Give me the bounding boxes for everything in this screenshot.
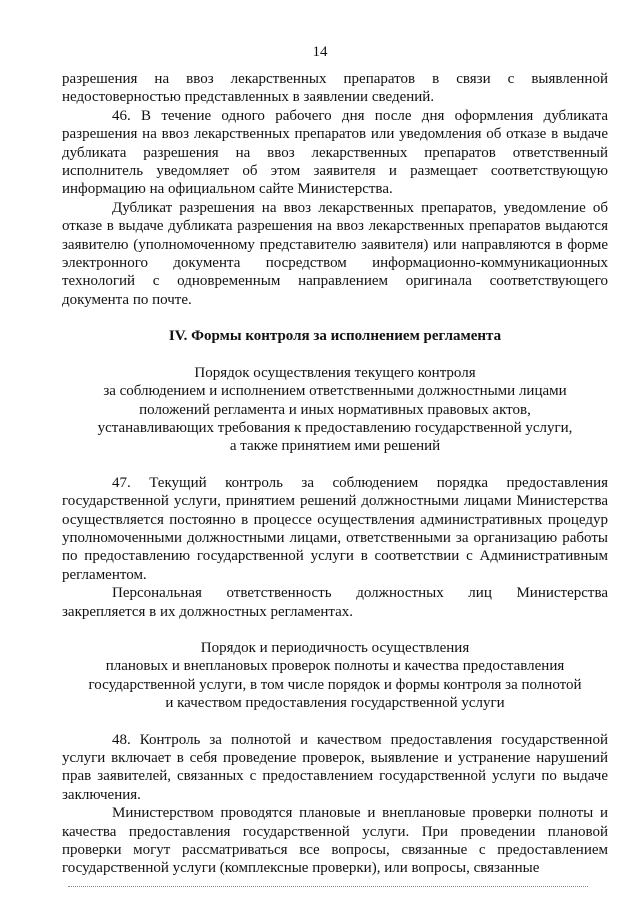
subheading-line: Порядок и периодичность осуществления xyxy=(200,639,470,656)
subheading-line: положений регламента и иных нормативных правовых актов, xyxy=(139,401,531,418)
subheading-line: плановых и внеплановых проверок полноты и качества предоставления xyxy=(105,658,565,675)
paragraph-inspections: Министерством проводятся плановые и внеплановые проверки полноты и качества предоставления государственной услуги. При проведении плановой проверки могут рассматриваться все вопросы, связанные с предоставлением государственной услуги (комплексные проверки), или вопросы, связанные xyxy=(62,805,608,877)
subheading-line: и качеством предоставления государственной услуги xyxy=(165,695,505,712)
section-title: IV. Формы контроля за исполнением регламента xyxy=(168,328,502,345)
scan-artifact-line xyxy=(68,886,588,887)
paragraph-48: 48. Контроль за полнотой и качеством предоставления государственной услуги включает в себя проведение проверок, выявление и устранение нарушений прав заявителей, связанных с предоставлением государственной услуги по выдаче заключения. xyxy=(62,731,608,803)
paragraph-continuation: разрешения на ввоз лекарственных препаратов в связи с выявленной недостоверностью представленных в заявлении сведений. xyxy=(62,71,608,106)
subheading-line: устанавливающих требования к предоставлению государственной услуги, xyxy=(97,419,573,436)
subheading-line: государственной услуги, в том числе порядок и формы контроля за полнотой xyxy=(88,676,582,693)
paragraph-46: 46. В течение одного рабочего дня после дня оформления дубликата разрешения на ввоз лекарственных препаратов или уведомления об отказе в выдаче дубликата разрешения на ввоз лекарственных препаратов ответственный исполнитель уведомляет об этом заявителя и размещает соответствующую информацию на официальном сайте Министерства. xyxy=(62,107,608,198)
subheading-current-control xyxy=(62,364,608,456)
subheading-line: а также принятием ими решений xyxy=(229,438,441,455)
subheading-line: за соблюдением и исполнением ответственными должностными лицами xyxy=(103,383,567,400)
paragraph-responsibility: Персональная ответственность должностных лиц Министерства закрепляется в их должностных регламентах. xyxy=(62,585,608,620)
subheading-line: Порядок осуществления текущего контроля xyxy=(194,364,476,381)
subheading-inspections xyxy=(62,639,608,713)
paragraph-duplicate: Дубликат разрешения на ввоз лекарственных препаратов, уведомление об отказе в выдаче дубликата разрешения на ввоз лекарственных препаратов выдаются заявителю (уполномоченному представителю заявителя) или направляются в форме электронного документа посредством информационно-коммуникационных технологий с одновременным направлением оригинала соответствующего документа по почте. xyxy=(62,199,608,308)
paragraph-47: 47. Текущий контроль за соблюдением порядка предоставления государственной услуги, принятием решений должностными лицами Министерства осуществляется постоянно в процессе осуществления административных процедур уполномоченными должностными лицами, ответственными за организацию работы по предоставлению государственной услуги в соответствии с Административным регламентом. xyxy=(62,474,608,583)
document-body xyxy=(62,70,608,878)
page-number: 14 xyxy=(312,44,328,60)
